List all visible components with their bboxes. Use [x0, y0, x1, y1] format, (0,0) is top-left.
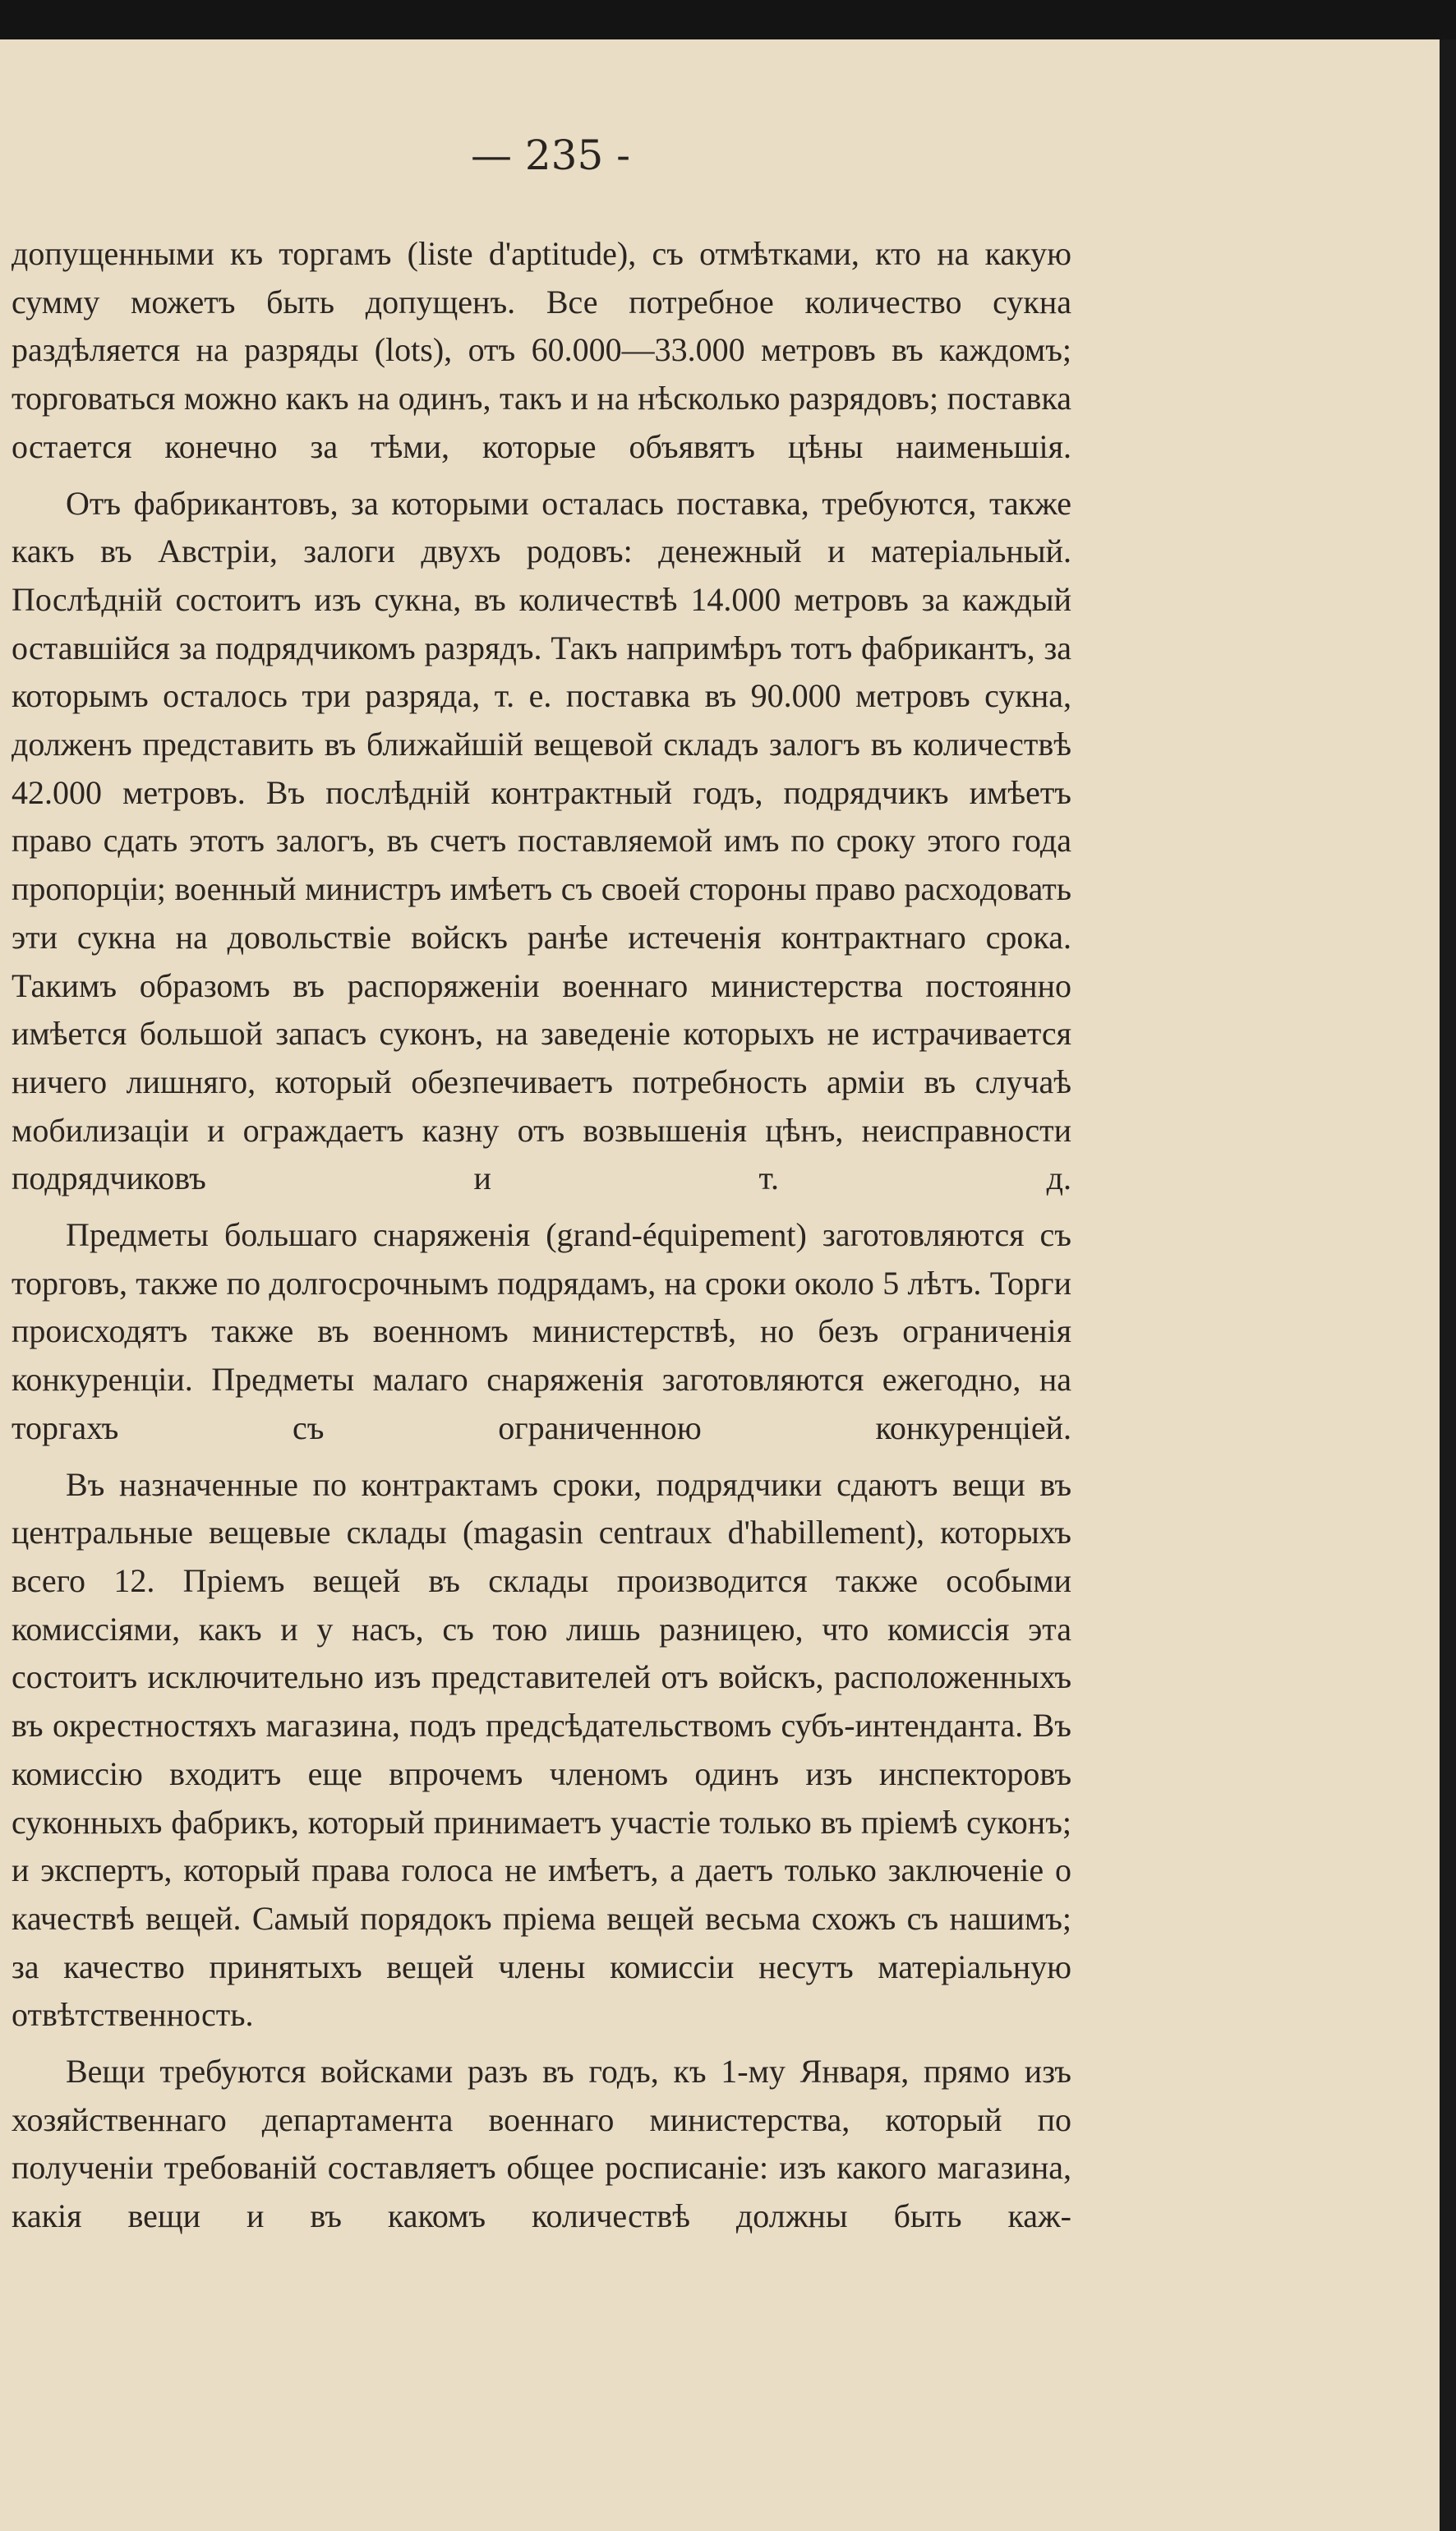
book-page [0, 39, 1440, 2531]
scan-right-border [1440, 39, 1456, 2531]
paragraph-3: Предметы большаго снаряженія (grand-équipement) заготовляются съ торговъ, также по долгосрочнымъ подрядамъ, на сроки около 5 лѣтъ. Торги происходятъ также въ военномъ министерствѣ, но безъ ограниченія конкуренціи. Предметы малаго снаряженія заготовляются ежегодно, на торгахъ съ ограниченною конкуренціей. [12, 1216, 1071, 1446]
paragraph-5: Вещи требуются войсками разъ въ годъ, къ 1-му Января, прямо изъ хозяйственнаго департамента военнаго министерства, который по полученіи требованій составляетъ общее росписаніе: изъ какого магазина, какія вещи и въ какомъ количествѣ должны быть каж- [12, 2053, 1071, 2235]
paragraph-4: Въ назначенные по контрактамъ сроки, подрядчики сдаютъ вещи въ центральные вещевые склады (magasin centraux d'habillement), которыхъ всего 12. Пріемъ вещей въ склады производится также особыми комиссіями, какъ и у насъ, съ тою лишь разницею, что комиссія эта состоитъ исключительно изъ представителей отъ войскъ, расположенныхъ въ окрестностяхъ магазина, подъ предсѣдательствомъ субъ-интенданта. Въ комиссію входитъ еще впрочемъ членомъ одинъ изъ инспекторовъ суконныхъ фабрикъ, который принимаетъ участіе только въ пріемѣ суконъ; и экспертъ, который права голоса не имѣетъ, а даетъ только заключеніе о качествѣ вещей. Самый порядокъ пріема вещей весьма схожъ съ нашимъ; за качество принятыхъ вещей члены комиссіи несутъ матеріальную отвѣтственность. [12, 1465, 1071, 2034]
paragraph-1: допущенными къ торгамъ (liste d'aptitude), съ отмѣтками, кто на какую сумму можетъ быть допущенъ. Все потребное количество сукна раздѣляется на разряды (lots), отъ 60.000—33.000 метровъ въ каждомъ; торговаться можно какъ на одинъ, такъ и на нѣсколько разрядовъ; поставка остается конечно за тѣми, которые объявятъ цѣны наименьшія. [12, 235, 1071, 465]
body-text [12, 230, 1071, 2241]
scan-top-border [0, 0, 1456, 39]
paragraph-2: Отъ фабрикантовъ, за которыми осталась поставка, требуются, также какъ въ Австріи, залоги двухъ родовъ: денежный и матеріальный. Послѣдній состоитъ изъ сукна, въ количествѣ 14.000 метровъ за каждый оставшійся за подрядчикомъ разрядъ. Такъ напримѣръ тотъ фабрикантъ, за которымъ осталось три разряда, т. е. поставка въ 90.000 метровъ сукна, долженъ представить въ ближайшій вещевой складъ залогъ въ количествѣ 42.000 метровъ. Въ послѣдній контрактный годъ, подрядчикъ имѣетъ право сдать этотъ залогъ, въ счетъ поставляемой имъ по сроку этого года пропорціи; военный министръ имѣетъ съ своей стороны право расходовать эти сукна на довольствіе войскъ ранѣе истеченія контрактнаго срока. Такимъ образомъ въ распоряженіи военнаго министерства постоянно имѣется большой запасъ суконъ, на заведеніе которыхъ не истрачивается ничего лишняго, который обезпечиваетъ потребность арміи въ случаѣ мобилизаціи и ограждаетъ казну отъ возвышенія цѣнъ, неисправности подрядчиковъ и т. д. [12, 484, 1071, 1197]
page-number: — 235 - [470, 131, 631, 179]
